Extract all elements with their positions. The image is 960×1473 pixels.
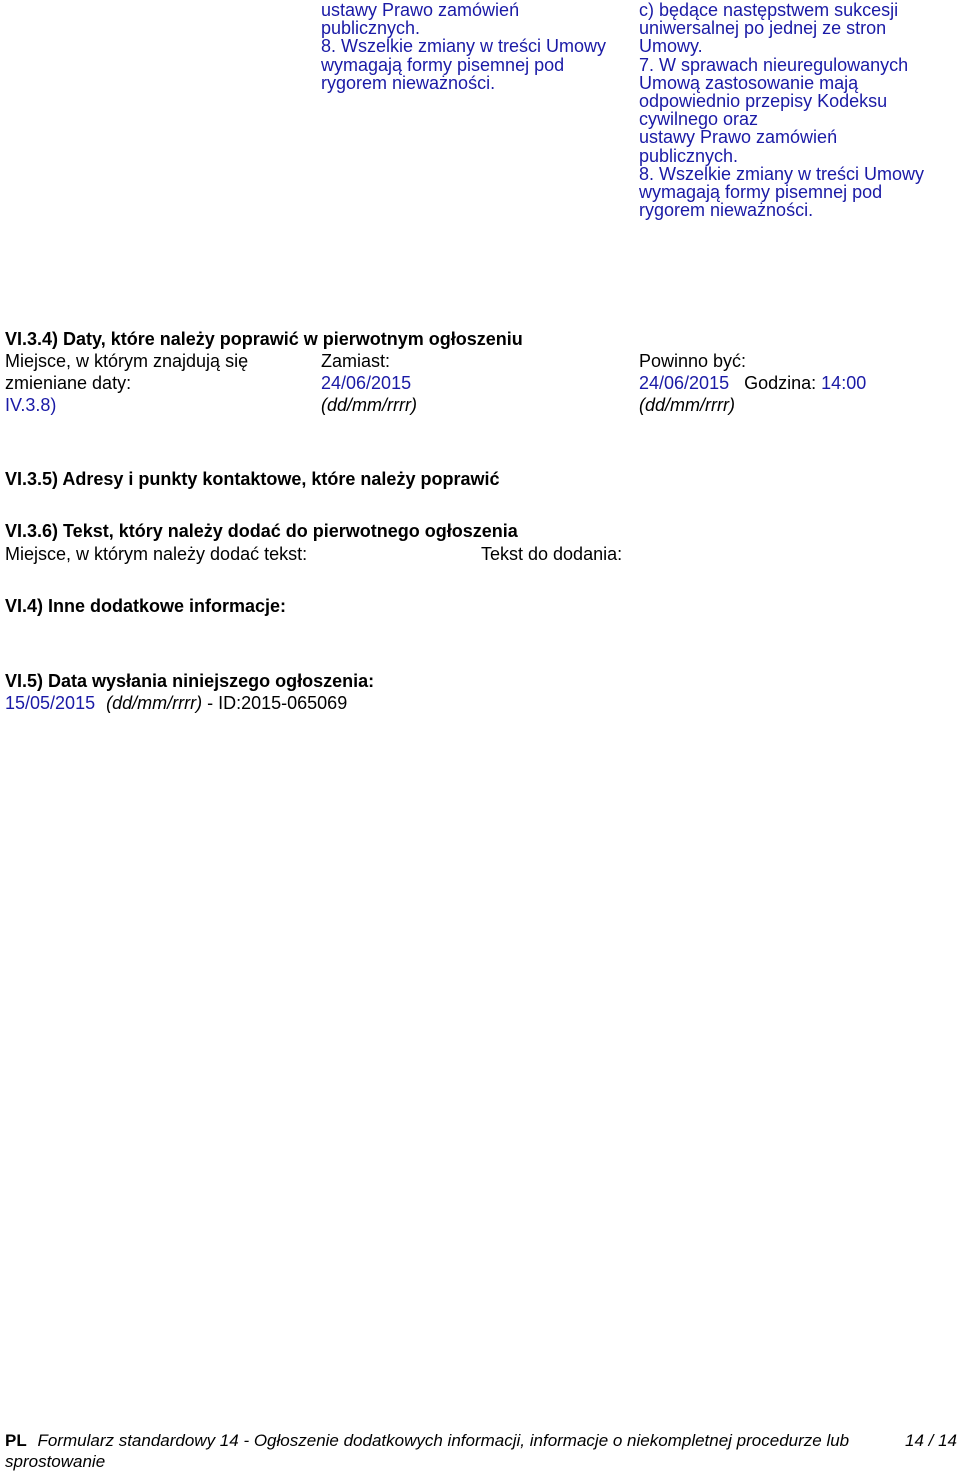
footer-language: PL [5, 1431, 27, 1450]
continued-text-line: Umowy. [639, 36, 703, 57]
hour-label: Godzina: [744, 373, 817, 393]
section-heading-vi5: VI.5) Data wysłania niniejszego ogłoszenia: [5, 671, 375, 691]
add-text-place-label: Miejsce, w którym należy dodać tekst: [5, 544, 308, 564]
should-date-value: 24/06/2015 [639, 373, 730, 393]
continued-text-line: ustawy Prawo zamówień [639, 127, 838, 148]
section-heading-vi35: VI.3.5) Adresy i punkty kontaktowe, które należy poprawić [5, 469, 500, 489]
section-heading-vi36: VI.3.6) Tekst, który należy dodać do pierwotnego ogłoszenia [5, 521, 518, 541]
dates-place-cell [5, 350, 248, 416]
continued-text-line: publicznych. [639, 145, 739, 166]
instead-date-value: 24/06/2015 [321, 373, 412, 393]
continued-text-line: rygorem nieważności. [639, 200, 814, 221]
continued-text-line: ustawy Prawo zamówień [321, 0, 520, 20]
add-text-label: Tekst do dodania: [481, 544, 623, 564]
continued-text-line: cywilnego oraz [639, 109, 759, 130]
dates-should-cell [639, 350, 866, 416]
continued-text-line: rygorem nieważności. [321, 72, 496, 93]
continued-middle-column [321, 1, 606, 92]
section-heading-vi34: VI.3.4) Daty, które należy poprawić w pierwotnym ogłoszeniu [5, 329, 523, 349]
dispatch-date-format: (dd/mm/rrrr) [106, 693, 203, 713]
footer-form-title: Formularz standardowy 14 - Ogłoszenie dodatkowych informacji, informacje o niekompletnej procedurze lub [37, 1431, 850, 1450]
dispatch-date-value: 15/05/2015 [5, 693, 96, 713]
should-label: Powinno być: [639, 351, 747, 371]
continued-text-line: wymagają formy pisemnej pod [321, 54, 565, 75]
continued-text-line: uniwersalnej po jednej ze stron [639, 18, 887, 39]
continued-right-column [639, 1, 924, 219]
continued-text-line: c) będące następstwem sukcesji [639, 0, 899, 20]
place-value: IV.3.8) [5, 395, 57, 415]
place-label-line: zmieniane daty: [5, 373, 132, 393]
continued-text-line: 7. W sprawach nieuregulowanych [639, 54, 909, 75]
continued-text-line: odpowiednio przepisy Kodeksu [639, 91, 888, 112]
dispatch-date-row [5, 692, 347, 714]
page-footer [5, 1430, 957, 1472]
should-date-row [639, 372, 866, 394]
place-label-line: Miejsce, w którym znajdują się [5, 351, 249, 371]
continued-text-line: wymagają formy pisemnej pod [639, 182, 883, 203]
footer-line [5, 1430, 957, 1451]
footer-form-title-continued: sprostowanie [5, 1452, 106, 1471]
page-number: 14 / 14 [905, 1431, 957, 1450]
dates-instead-cell [321, 350, 417, 416]
section-heading-vi4: VI.4) Inne dodatkowe informacje: [5, 596, 287, 616]
continued-text-line: 8. Wszelkie zmiany w treści Umowy [321, 36, 607, 57]
should-date-format: (dd/mm/rrrr) [639, 395, 735, 415]
continued-text-line: publicznych. [321, 18, 421, 39]
hour-value: 14:00 [821, 373, 867, 393]
instead-label: Zamiast: [321, 351, 391, 371]
continued-text-line: Umową zastosowanie mają [639, 72, 859, 93]
instead-date-format: (dd/mm/rrrr) [321, 395, 417, 415]
notice-id: - ID:2015-065069 [207, 693, 348, 713]
continued-text-line: 8. Wszelkie zmiany w treści Umowy [639, 163, 925, 184]
